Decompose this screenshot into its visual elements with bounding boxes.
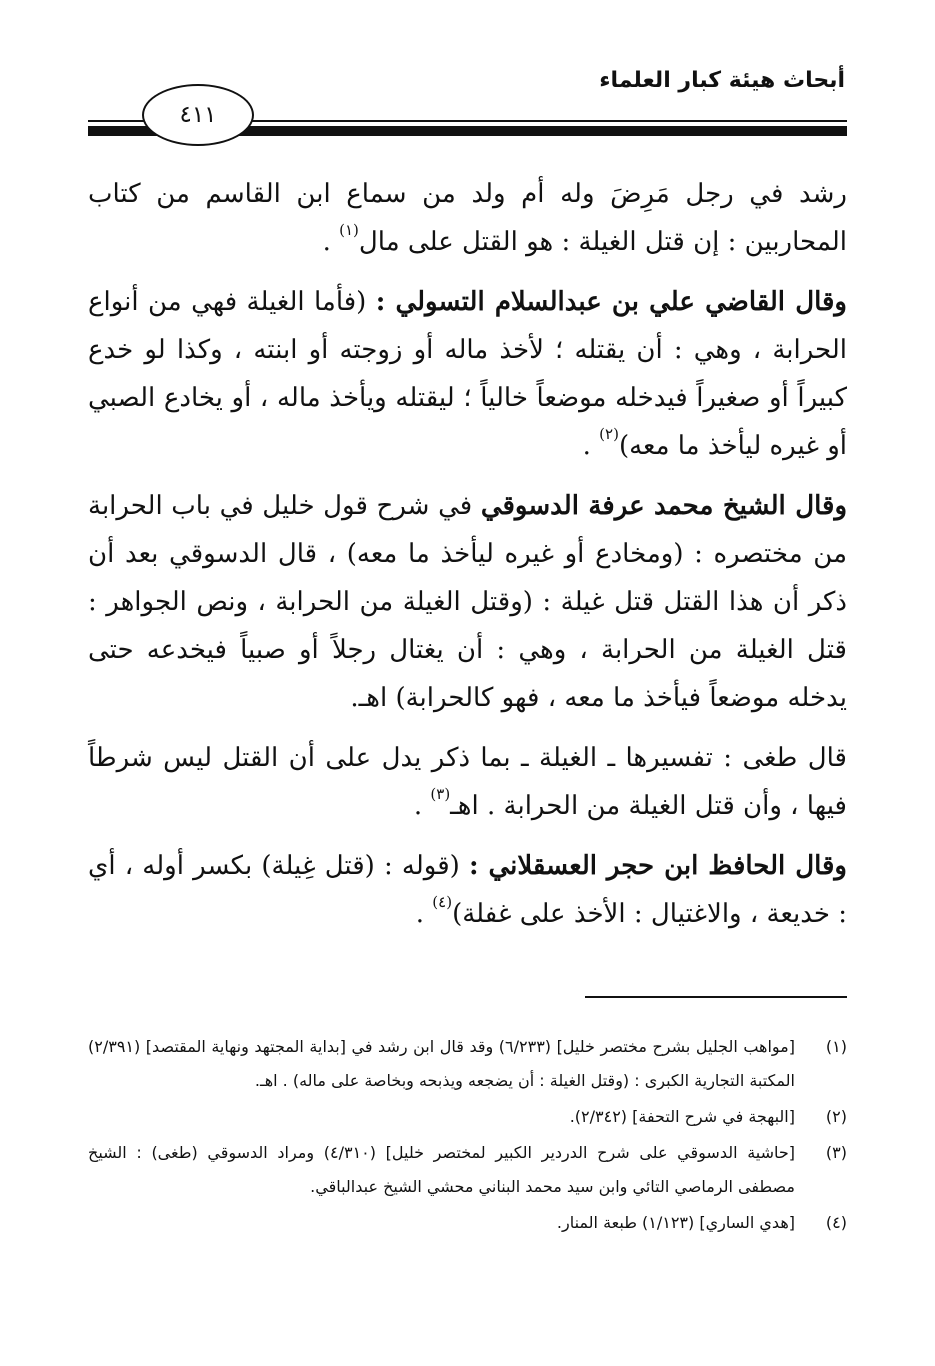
- footnotes: [88, 1030, 847, 1242]
- paragraph-4: [88, 734, 847, 830]
- footnote-ref[interactable]: (٣): [430, 785, 451, 803]
- footnote-text: [حاشية الدسوقي على شرح الدردير الكبير لمختصر خليل] (٤/٣١٠) ومراد الدسوقي (طغى) : الشيخ مصطفى الرماصي التائي وابن سيد محمد البناني محشي الشيخ عبدالباقي.: [88, 1143, 796, 1196]
- paragraph-text: (قوله : (قتل غِيلة) بكسر أوله ، أي : خديعة ، والاغتيال : الأخذ على غفلة): [88, 851, 847, 929]
- footnote-text: [مواهب الجليل بشرح مختصر خليل] (٦/٢٣٣) وقد قال ابن رشد في [بداية المجتهد ونهاية المقتصد] (٢/٣٩١) المكتبة التجارية الكبرى : (وقتل الغيلة : أن يضجعه ويذبحه وبخاصة على ماله) . اهـ.: [88, 1037, 795, 1090]
- paragraph-lead: وقال الشيخ محمد عرفة الدسوقي: [480, 491, 847, 521]
- footnote-item: [88, 1136, 847, 1204]
- paragraph-end: .: [415, 899, 433, 929]
- paragraph-end: .: [413, 791, 431, 821]
- paragraph-text: (فأما الغيلة فهي من أنواع الحرابة ، وهي : أن يقتله ؛ لأخذ ماله أو زوجته أو ابنته ، وكذا لو خدع كبيراً أو صغيراً فيدخله موضعاً خالياً ؛ ليقتله ويأخذ ماله ، أو يخادع الصبي أو غيره ليأخذ ما معه): [88, 287, 847, 461]
- footnote-item: [88, 1206, 847, 1240]
- paragraph-text: رشد في رجل مَرِضَ وله أم ولد من سماع ابن القاسم من كتاب المحاربين : إن قتل الغيلة : هو القتل على مال: [88, 179, 847, 257]
- footnote-item: [88, 1100, 847, 1134]
- page-number: ٤١١: [142, 84, 254, 146]
- footnote-number: (٣): [825, 1143, 847, 1162]
- footnote-number: (٢): [825, 1107, 847, 1126]
- paragraph-1: [88, 170, 847, 266]
- paragraph-lead: وقال القاضي علي بن عبدالسلام التسولي :: [375, 287, 847, 317]
- footnote-separator: [585, 996, 847, 998]
- footnote-ref[interactable]: (١): [339, 221, 359, 239]
- footnote-text: [هدي الساري] (١/١٢٣) طبعة المنار.: [556, 1213, 795, 1232]
- footnote-item: [88, 1030, 847, 1098]
- paragraph-end: .: [582, 431, 600, 461]
- paragraph-3: [88, 482, 847, 722]
- paragraph-lead: وقال الحافظ ابن حجر العسقلاني :: [468, 851, 847, 881]
- footnote-ref[interactable]: (٢): [599, 425, 619, 443]
- paragraph-end: .: [322, 227, 340, 257]
- paragraph-text: في شرح قول خليل في باب الحرابة من مختصره : (ومخادع أو غيره ليأخذ ما معه) ، قال الدسوقي بعد أن ذكر أن هذا القتل قتل غيلة : (وقتل الغيلة من الحرابة ، ونص الجواهر : قتل الغيلة من الحرابة ، وهي : أن يغتال رجلاً أو صبياً فيخدعه حتى يدخله موضعاً فيأخذ ما معه ، فهو كالحرابة) اهـ.: [88, 491, 847, 713]
- footnote-text: [البهجة في شرح التحفة] (٢/٣٤٢).: [569, 1107, 795, 1126]
- paragraph-text: قال طغى : تفسيرها ـ الغيلة ـ بما ذكر يدل على أن القتل ليس شرطاً فيها ، وأن قتل الغيلة من الحرابة . اهـ: [88, 743, 847, 821]
- footnote-ref[interactable]: (٤): [432, 893, 453, 911]
- paragraph-5: [88, 842, 847, 938]
- main-text: [88, 170, 847, 950]
- paragraph-2: [88, 278, 847, 470]
- running-title: أبحاث هيئة كبار العلماء: [599, 68, 845, 93]
- footnote-number: (١): [825, 1037, 847, 1056]
- footnote-number: (٤): [825, 1213, 847, 1232]
